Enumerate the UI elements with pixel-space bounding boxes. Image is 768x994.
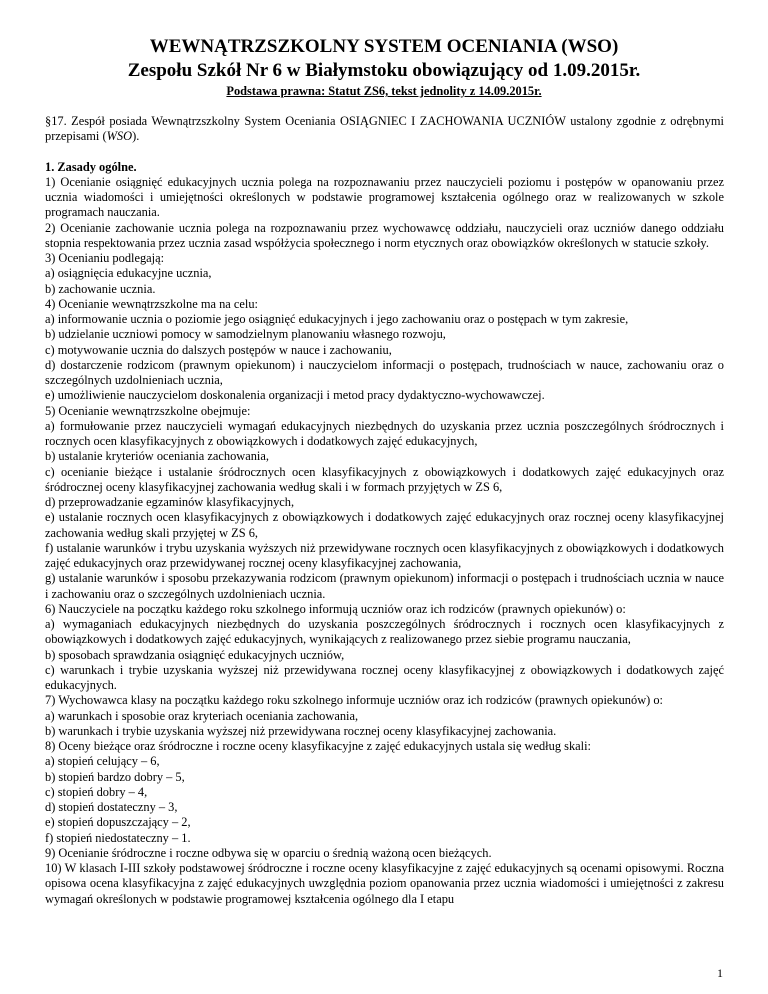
section-line: d) stopień dostateczny – 3,: [45, 800, 178, 814]
section-lines: [45, 175, 724, 907]
section-line: b) zachowanie ucznia.: [45, 281, 156, 296]
section-line: e) stopień dopuszczający – 2,: [45, 815, 191, 830]
section-line: d) dostarczenie rodzicom (prawnym opiekunom) i nauczycielom informacji o postępach, trudnościach w nauce, zachowaniu oraz o szczególnych uzdolnieniach ucznia,: [45, 357, 724, 387]
intro-paragraph: [45, 114, 724, 145]
section-line: b) stopień bardzo dobry – 5,: [45, 769, 185, 784]
section-line: c) warunkach i trybie uzyskania wyższej niż przewidywana rocznej oceny klasyfikacyjnej z obowiązkowych i dodatkowych zajęć edukacyjnych.: [45, 662, 724, 692]
intro-text-b: ).: [132, 129, 140, 144]
legal-basis: Podstawa prawna: Statut ZS6, tekst jednolity z 14.09.2015r.: [226, 84, 542, 98]
document-title-line1: WEWNĄTRZSZKOLNY SYSTEM OCENIANIA (WSO): [149, 36, 619, 57]
section-line: 9) Ocenianie śródroczne i roczne odbywa się w oparciu o średnią ważoną ocen bieżących.: [45, 845, 492, 860]
document-body: [45, 114, 724, 907]
section-line: a) stopień celujący – 6,: [45, 754, 160, 769]
intro-text-italic: WSO: [106, 129, 133, 144]
section-line: 5) Ocenianie wewnątrzszkolne obejmuje:: [45, 403, 251, 418]
section-line: a) formułowanie przez nauczycieli wymagań edukacyjnych niezbędnych do uzyskania przez ucznia poszczególnych śródrocznych i rocznych ocen klasyfikacyjnych z obowiązkowych i dodatkowych zajęć edukacyjnych,: [45, 418, 724, 448]
section-line: 8) Oceny bieżące oraz śródroczne i roczne oceny klasyfikacyjne z zajęć edukacyjnych ustala się według skali:: [45, 739, 591, 753]
section-line: g) ustalanie warunków i sposobu przekazywania rodzicom (prawnym opiekunom) informacji o postępach i trudnościach ucznia w nauce i zachowaniu oraz o szczególnych uzdolnieniach ucznia.: [45, 571, 724, 601]
section-line: 4) Ocenianie wewnątrzszkolne ma na celu:: [45, 296, 258, 311]
section-line: d) przeprowadzanie egzaminów klasyfikacyjnych,: [45, 495, 295, 509]
section-line: b) warunkach i trybie uzyskania wyższej niż przewidywana rocznej oceny klasyfikacyjnej zachowania.: [45, 723, 557, 738]
section-line: f) ustalanie warunków i trybu uzyskania wyższych niż przewidywane rocznych ocen klasyfikacyjnych z obowiązkowych i dodatkowych zajęć edukacyjnych oraz przewidywanej rocznej oceny klasyfikacyjnej zachowania,: [45, 540, 724, 570]
section-line: 2) Ocenianie zachowanie ucznia polega na rozpoznawaniu przez wychowawcę oddziału, nauczycieli oraz uczniów danego oddziału stopnia respektowania przez ucznia zasad współżycia społecznego i norm etycznych oraz obowiązków określonych w statucie szkoły.: [45, 220, 724, 250]
section-line: 1) Ocenianie osiągnięć edukacyjnych ucznia polega na rozpoznawaniu przez nauczycieli poziomu i postępów w opanowaniu przez ucznia wiadomości i umiejętności określonych w podstawie programowej kształcenia ogólnego oraz w realizowanych w szkole programach nauczania.: [45, 174, 724, 220]
section-heading: 1. Zasady ogólne.: [45, 159, 137, 174]
section-line: 3) Ocenianiu podlegają:: [45, 251, 165, 265]
section-line: 6) Nauczyciele na początku każdego roku szkolnego informują uczniów oraz ich rodziców (prawnych opiekunów) o:: [45, 601, 626, 616]
section-line: f) stopień niedostateczny – 1.: [45, 830, 191, 845]
section-line: 10) W klasach I-III szkoły podstawowej śródroczne i roczne oceny klasyfikacyjne z zajęć edukacyjnych są ocenami opisowymi. Roczna opisowa ocena klasyfikacyjna z zajęć edukacyjnych uwzględnia poziom opanowania przez ucznia wiadomości i umiejętności z zakresu wymagań określonych w podstawie programowej kształcenia ogólnego dla I etapu: [45, 861, 724, 906]
section-line: 7) Wychowawca klasy na początku każdego roku szkolnego informuje uczniów oraz ich rodziców (prawnych opiekunów) o:: [45, 693, 664, 708]
page-number: 1: [717, 966, 723, 980]
section-line: a) informowanie ucznia o poziomie jego osiągnięć edukacyjnych i jego zachowaniu oraz o postępach w tym zakresie,: [45, 312, 629, 326]
section-line: e) umożliwienie nauczycielom doskonalenia organizacji i metod pracy dydaktyczno-wychowawczej.: [45, 388, 545, 403]
section-line: b) udzielanie uczniowi pomocy w samodzielnym planowaniu własnego rozwoju,: [45, 327, 446, 342]
section-line: c) ocenianie bieżące i ustalanie śródrocznych ocen klasyfikacyjnych z obowiązkowych i dodatkowych zajęć edukacyjnych oraz śródrocznej oceny klasyfikacyjnej zachowania według skali i w formach przyjętych w ZS 6,: [45, 464, 724, 494]
section-line: c) stopień dobry – 4,: [45, 784, 148, 799]
section-line: a) warunkach i sposobie oraz kryteriach oceniania zachowania,: [45, 708, 359, 723]
intro-text-a: §17. Zespół posiada Wewnątrzszkolny System Oceniania OSIĄGNIEC I ZACHOWANIA UCZNIÓW ustalony zgodnie z odrębnymi przepisami (: [45, 114, 724, 144]
document-title-line2: Zespołu Szkół Nr 6 w Białymstoku obowiązujący od 1.09.2015r.: [127, 60, 641, 81]
section-line: e) ustalanie rocznych ocen klasyfikacyjnych z obowiązkowych i dodatkowych zajęć edukacyjnych oraz rocznej oceny klasyfikacyjnej zachowania według skali przyjętej w ZS 6,: [45, 510, 724, 540]
section-line: b) sposobach sprawdzania osiągnięć edukacyjnych uczniów,: [45, 647, 345, 662]
section-line: a) wymaganiach edukacyjnych niezbędnych do uzyskania poszczególnych śródrocznych i rocznych ocen klasyfikacyjnych z obowiązkowych i dodatkowych zajęć edukacyjnych, wynikających z realizowanego przez siebie programu nauczania,: [45, 617, 724, 647]
section-line: b) ustalanie kryteriów oceniania zachowania,: [45, 449, 269, 464]
section-line: a) osiągnięcia edukacyjne ucznia,: [45, 266, 212, 281]
section-line: c) motywowanie ucznia do dalszych postępów w nauce i zachowaniu,: [45, 342, 392, 357]
